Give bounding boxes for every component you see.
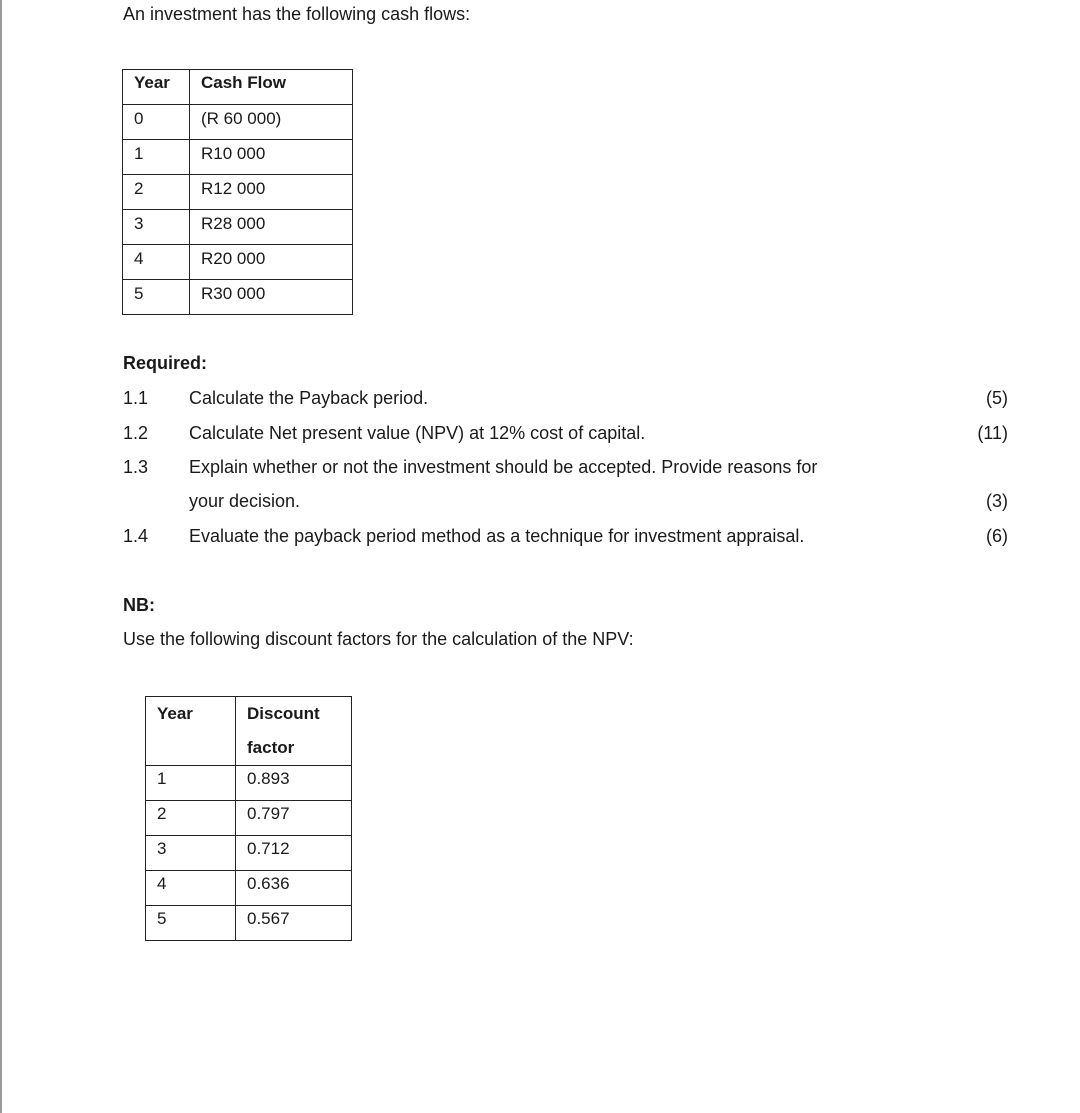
cell-year: 1: [146, 766, 236, 801]
cell-year: 3: [146, 836, 236, 871]
cell-year: 4: [146, 871, 236, 906]
question-item-1-2: [123, 421, 1008, 445]
discount-factor-table: [145, 696, 352, 941]
header-year: Year: [146, 697, 236, 766]
header-discount-factor-line1: Discount: [247, 704, 320, 723]
page-left-border: [0, 0, 2, 1113]
cell-cash-flow: R28 000: [190, 210, 353, 245]
cell-year: 4: [123, 245, 190, 280]
question-number: 1.2: [123, 423, 149, 443]
table-row: [146, 766, 352, 801]
cash-flow-header-row: [123, 70, 353, 105]
question-text: Calculate Net present value (NPV) at 12% cost of capital.: [189, 423, 646, 443]
cell-cash-flow: R10 000: [190, 140, 353, 175]
cell-year: 0: [123, 105, 190, 140]
nb-heading: NB:: [123, 595, 155, 615]
table-row: [146, 871, 352, 906]
question-marks: (6): [986, 526, 1008, 546]
question-text-continuation: your decision.: [189, 491, 301, 511]
cell-cash-flow: R20 000: [190, 245, 353, 280]
table-row: [123, 210, 353, 245]
cell-discount-factor: 0.893: [236, 766, 352, 801]
table-row: [146, 801, 352, 836]
cell-discount-factor: 0.636: [236, 871, 352, 906]
required-heading: Required:: [123, 353, 208, 373]
question-text: Evaluate the payback period method as a technique for investment appraisal.: [189, 526, 805, 546]
question-marks: (3): [986, 491, 1008, 511]
question-text: Explain whether or not the investment should be accepted. Provide reasons for: [189, 457, 818, 477]
discount-header-row: [146, 697, 352, 766]
cash-flow-table: [122, 69, 353, 315]
table-row: [123, 105, 353, 140]
question-number: 1.4: [123, 526, 149, 546]
cell-discount-factor: 0.797: [236, 801, 352, 836]
intro-text: An investment has the following cash flows:: [123, 4, 471, 24]
cell-year: 2: [146, 801, 236, 836]
table-row: [146, 836, 352, 871]
cell-cash-flow: R12 000: [190, 175, 353, 210]
cell-year: 3: [123, 210, 190, 245]
cell-year: 5: [123, 280, 190, 315]
cell-year: 2: [123, 175, 190, 210]
cell-discount-factor: 0.712: [236, 836, 352, 871]
question-marks: (11): [977, 423, 1008, 443]
question-number: 1.1: [123, 388, 149, 408]
cell-cash-flow: (R 60 000): [190, 105, 353, 140]
table-row: [146, 906, 352, 941]
header-year: Year: [123, 70, 190, 105]
question-item-1-3: [123, 455, 1008, 479]
question-text: Calculate the Payback period.: [189, 388, 429, 408]
table-row: [123, 140, 353, 175]
header-cash-flow: Cash Flow: [190, 70, 353, 105]
table-row: [123, 245, 353, 280]
header-discount-factor: [236, 697, 352, 766]
cell-year: 5: [146, 906, 236, 941]
table-row: [123, 280, 353, 315]
question-item-1-3-continuation: [123, 489, 1008, 513]
question-marks: (5): [986, 388, 1008, 408]
table-row: [123, 175, 353, 210]
nb-text: Use the following discount factors for the calculation of the NPV:: [123, 629, 634, 649]
header-discount-factor-line2: factor: [247, 738, 295, 757]
question-item-1-4: [123, 524, 1008, 548]
cell-discount-factor: 0.567: [236, 906, 352, 941]
cell-cash-flow: R30 000: [190, 280, 353, 315]
cell-year: 1: [123, 140, 190, 175]
question-item-1-1: [123, 386, 1008, 410]
question-number: 1.3: [123, 457, 149, 477]
